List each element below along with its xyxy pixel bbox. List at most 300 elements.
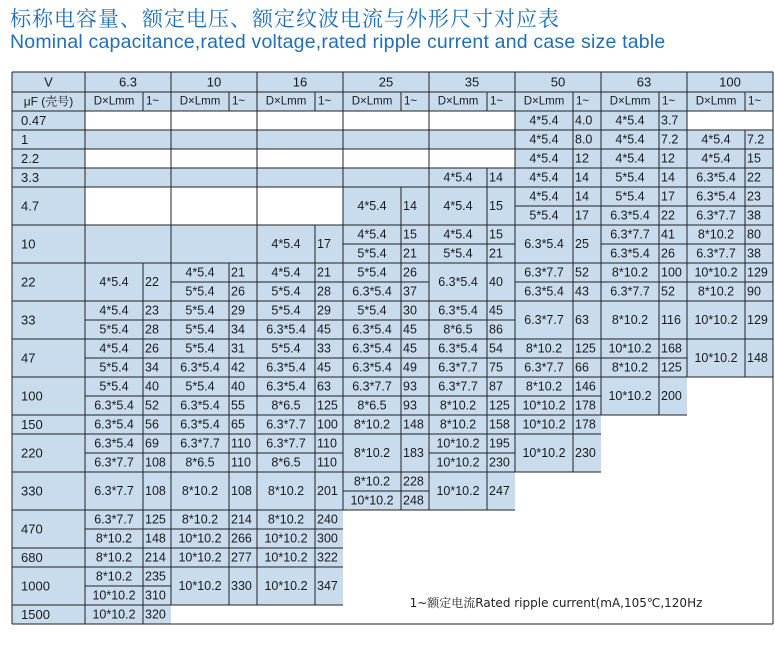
case-size-value: 4*5.4 [615,113,645,128]
ripple-current-value: 22 [145,275,159,289]
ripple-current-value: 148 [403,417,424,432]
ripple-current-value: 22 [747,170,761,185]
case-size-value: 10*10.2 [694,351,738,365]
capacitance-value: 3.3 [21,170,40,185]
ripple-current-value: 55 [231,398,245,413]
case-size-value: 6.3*5.4 [352,360,392,375]
ripple-current-value: 28 [317,284,331,299]
ripple-current-value: 86 [489,322,503,337]
case-size-value: 10*10.2 [436,455,480,470]
case-size-value: 5*5.4 [443,246,473,261]
case-size-value: 5*5.4 [99,379,129,394]
ripple-current-value: 29 [317,303,331,318]
header-size-label: D×Lmm [695,95,737,108]
case-size-value: 6.3*5.4 [266,379,306,394]
ripple-current-value: 23 [747,189,761,204]
header-voltage-value: 50 [550,74,566,90]
ripple-current-value: 125 [489,398,510,413]
ripple-current-value: 8.0 [575,132,593,147]
data-cell-bg [257,149,343,168]
data-cell-bg [687,377,773,415]
capacitance-value: 330 [21,483,43,499]
header-ripple-label: 1~ [662,95,676,108]
case-size-value: 6.3*7.7 [266,436,306,451]
ripple-current-value: 108 [145,455,166,470]
ripple-current-value: 7.2 [747,132,765,147]
ripple-current-value: 178 [575,398,596,413]
ripple-current-value: 230 [575,446,596,460]
header-voltage-value: 63 [636,74,652,90]
ripple-current-value: 21 [489,246,503,261]
ripple-current-value: 228 [403,474,424,489]
case-size-value: 10*10.2 [436,484,480,498]
ripple-current-value: 110 [317,455,337,470]
ripple-current-value: 7.2 [661,132,679,147]
case-size-value: 8*6.5 [185,455,215,470]
ripple-current-value: 14 [489,170,503,185]
ripple-current-value: 40 [145,379,159,394]
header-voltage-value: 35 [464,74,480,90]
case-size-value: 6.3*7.7 [180,436,220,451]
case-size-value: 6.3*5.4 [266,360,306,375]
data-cell-bg [687,472,773,510]
ripple-current-value: 100 [317,417,338,432]
case-size-value: 10*10.2 [92,588,136,603]
ripple-current-value: 110 [317,436,337,451]
case-size-value: 5*5.4 [615,170,645,185]
case-size-value: 8*10.2 [697,284,735,299]
capacitance-column-background [12,111,85,624]
ripple-current-value: 125 [317,398,338,413]
case-size-value: 10*10.2 [522,398,566,413]
data-cell-bg [515,548,601,567]
case-size-value: 6.3*5.4 [352,341,392,356]
page-title-chinese: 标称电容量、额定电压、额定纹波电流与外形尺寸对应表 [10,7,560,31]
capacitance-value: 1000 [21,578,50,594]
page-title-english: Nominal capacitance,rated voltage,rated ripple current and case size table [10,31,666,53]
ripple-current-value: 148 [145,531,166,546]
ripple-current-value: 15 [747,151,761,166]
case-size-value: 8*10.2 [439,417,477,432]
capacitance-value: 470 [21,521,43,537]
ripple-current-value: 330 [231,579,252,593]
ripple-current-value: 183 [403,446,424,460]
case-size-value: 10*10.2 [264,531,308,546]
case-size-value: 4*5.4 [271,265,301,280]
data-cell-bg [601,434,687,472]
ripple-current-value: 80 [747,227,761,242]
case-size-value: 4*5.4 [99,275,129,289]
case-size-value: 6.3*5.4 [696,189,736,204]
ripple-current-value: 277 [231,550,252,565]
ripple-current-value: 14 [403,199,417,213]
case-size-value: 6.3*5.4 [610,208,650,223]
ripple-current-value: 25 [575,237,589,251]
case-size-value: 4*5.4 [529,132,559,147]
ripple-current-value: 214 [231,512,252,527]
case-size-value: 8*10.2 [181,512,219,527]
data-cell-bg [687,510,773,548]
case-size-value: 4*5.4 [615,151,645,166]
capacitance-value: 0.47 [21,113,47,128]
ripple-current-value: 125 [575,341,596,356]
ripple-current-value: 90 [747,284,761,299]
data-cell-bg [515,510,601,548]
header-size-label: D×Lmm [609,95,651,108]
data-cell-bg [343,149,429,168]
case-size-value: 6.3*5.4 [610,246,650,261]
case-size-value: 5*5.4 [615,189,645,204]
ripple-current-value: 45 [403,322,417,337]
header-ripple-label: 1~ [748,95,762,108]
ripple-current-value: 45 [317,322,331,337]
case-size-value: 5*5.4 [529,208,559,223]
case-size-value: 6.3*5.4 [438,341,478,356]
ripple-current-value: 108 [231,484,252,498]
case-size-value: 6.3*7.7 [524,360,564,375]
data-cell-bg [85,187,171,225]
ripple-current-value: 146 [575,379,596,394]
ripple-current-value: 34 [231,322,245,337]
case-size-value: 10*10.2 [350,493,394,508]
case-size-value: 8*10.2 [95,550,133,565]
capacitance-value: 1 [21,132,29,147]
ripple-current-value: 15 [489,199,503,213]
data-cell-bg [257,111,343,130]
data-cell-bg [171,111,257,130]
case-size-value: 5*5.4 [271,284,301,299]
case-size-value: 5*5.4 [185,379,215,394]
case-size-value: 8*10.2 [95,569,133,584]
case-size-value: 8*6.5 [357,398,387,413]
capacitance-value: 680 [21,550,43,565]
header-voltage-value: 10 [206,74,222,90]
case-size-value: 8*10.2 [611,360,649,375]
data-cell-bg [687,434,773,472]
ripple-current-value: 12 [575,151,589,166]
case-size-value: 6.3*7.7 [438,360,478,375]
ripple-current-value: 93 [403,398,417,413]
case-size-value: 8*6.5 [271,398,301,413]
ripple-current-value: 195 [489,436,510,451]
data-cell-bg [429,149,515,168]
data-cell-bg [257,130,343,149]
ripple-current-value: 347 [317,579,338,593]
data-cell-bg [687,548,773,567]
ripple-current-value: 52 [575,265,589,280]
header-voltage-value: 25 [378,74,394,90]
case-size-value: 4*5.4 [443,227,473,242]
ripple-current-value: 201 [317,484,338,498]
case-size-value: 5*5.4 [185,341,215,356]
ripple-current-value: 310 [145,588,166,603]
ripple-current-value: 93 [403,379,417,394]
case-size-value: 6.3*7.7 [610,284,650,299]
ripple-current-value: 129 [747,265,768,280]
data-cell-bg [85,149,171,168]
data-cell-bg [257,168,343,187]
ripple-current-value: 45 [489,303,503,318]
capacitance-value: 150 [21,417,43,432]
case-size-value: 4*5.4 [357,227,387,242]
case-size-value: 10*10.2 [694,265,738,280]
ripple-current-value: 40 [231,379,245,394]
ripple-current-value: 320 [145,607,166,622]
case-size-value: 6.3*7.7 [352,379,392,394]
case-size-value: 6.3*5.4 [696,170,736,185]
case-size-value: 4*5.4 [529,113,559,128]
case-size-value: 8*10.2 [353,446,391,460]
ripple-current-value: 129 [747,313,768,327]
ripple-current-value: 38 [747,246,761,261]
case-size-value: 8*10.2 [267,512,305,527]
case-size-value: 8*10.2 [697,227,735,242]
case-size-value: 6.3*5.4 [94,436,134,451]
capacitance-value: 220 [21,445,43,461]
ripple-current-value: 75 [489,360,503,375]
ripple-current-value: 65 [231,417,245,432]
capacitance-value: 100 [21,388,43,404]
ripple-current-value: 240 [317,512,338,527]
case-size-value: 6.3*7.7 [524,313,564,327]
ripple-current-value: 300 [317,531,338,546]
ripple-current-value: 26 [661,246,675,261]
case-size-value: 4*5.4 [701,151,731,166]
case-size-value: 10*10.2 [436,436,480,451]
case-size-value: 8*10.2 [353,417,391,432]
data-cell-bg [171,149,257,168]
header-ripple-label: 1~ [232,95,246,108]
ripple-current-value: 100 [661,265,682,280]
case-size-value: 6.3*7.7 [94,455,134,470]
data-cell-bg [687,111,773,130]
data-cell-bg [429,548,515,567]
case-size-value: 4*5.4 [271,237,301,251]
ripple-current-value: 54 [489,341,503,356]
case-size-value: 8*10.2 [611,313,649,327]
ripple-current-value: 21 [231,265,245,280]
ripple-current-value: 21 [403,246,417,261]
ripple-current-value: 14 [661,170,675,185]
header-size-label: D×Lmm [351,95,393,108]
header-size-label: D×Lmm [265,95,307,108]
data-cell-bg [171,187,257,225]
data-cell-bg [171,605,257,624]
ripple-current-value: 247 [489,484,510,498]
ripple-current-value: 26 [145,341,159,356]
data-cell-bg [343,510,429,548]
ripple-current-value: 22 [661,208,675,223]
case-size-value: 6.3*5.4 [266,322,306,337]
ripple-current-value: 266 [231,531,252,546]
ripple-current-value: 125 [145,512,166,527]
case-size-value: 8*6.5 [271,455,301,470]
case-size-value: 6.3*5.4 [180,360,220,375]
ripple-current-value: 45 [317,360,331,375]
data-cell-bg [171,168,257,187]
data-cell-bg [85,130,171,149]
case-size-value: 6.3*7.7 [438,379,478,394]
case-size-value: 4*5.4 [701,132,731,147]
ripple-current-value: 43 [575,284,589,299]
data-cell-bg [429,510,515,548]
ripple-current-value: 63 [575,313,589,327]
case-size-value: 6.3*5.4 [94,417,134,432]
data-cell-bg [601,510,687,548]
data-cell-bg [687,415,773,434]
ripple-current-value: 230 [489,455,510,470]
case-size-value: 10*10.2 [522,417,566,432]
ripple-current-value: 28 [145,322,159,337]
ripple-current-value: 168 [661,341,682,356]
case-size-value: 8*10.2 [267,484,305,498]
data-cell-bg [85,111,171,130]
ripple-current-value: 30 [403,303,417,318]
capacitance-value: 1500 [21,607,50,622]
case-size-value: 10*10.2 [264,550,308,565]
ripple-current-value: 108 [145,484,166,498]
ripple-current-value: 41 [661,227,675,242]
case-size-value: 5*5.4 [357,303,387,318]
case-size-value: 6.3*5.4 [438,275,478,289]
ripple-current-value: 235 [145,569,166,584]
ripple-current-value: 40 [489,275,503,289]
data-cell-bg [343,130,429,149]
header-voltage-label: V [44,74,53,90]
case-size-value: 4*5.4 [615,132,645,147]
ripple-current-value: 248 [403,493,424,508]
ripple-current-value: 17 [317,237,331,251]
case-size-value: 6.3*5.4 [180,417,220,432]
data-cell-bg [343,168,429,187]
data-cell-bg [85,168,171,187]
data-cell-bg [257,187,343,225]
ripple-current-value: 158 [489,417,510,432]
ripple-current-value: 66 [575,360,589,375]
ripple-current-value: 15 [489,227,503,242]
case-size-value: 8*6.5 [443,322,473,337]
ripple-current-value: 178 [575,417,596,432]
case-size-value: 6.3*5.4 [524,284,564,299]
ripple-current-value: 12 [661,151,675,166]
ripple-current-value: 116 [661,313,681,327]
case-size-value: 6.3*7.7 [610,227,650,242]
case-size-value: 6.3*5.4 [352,284,392,299]
header-capacitance-label: μF (壳号) [23,94,74,109]
data-cell-bg [601,548,687,567]
case-size-value: 6.3*7.7 [266,417,306,432]
header-size-label: D×Lmm [523,95,565,108]
capacitance-value: 2.2 [21,151,40,166]
case-size-value: 6.3*5.4 [180,398,220,413]
capacitance-value: 4.7 [21,198,40,214]
header-ripple-label: 1~ [318,95,332,108]
case-size-value: 5*5.4 [185,322,215,337]
case-size-value: 6.3*5.4 [94,398,134,413]
ripple-current-note: 1~额定电流Rated ripple current(mA,105℃,120Hz [409,596,703,610]
case-size-value: 4*5.4 [529,151,559,166]
header-size-label: D×Lmm [179,95,221,108]
header-ripple-label: 1~ [404,95,418,108]
case-size-value: 6.3*7.7 [696,246,736,261]
ripple-current-value: 49 [403,360,417,375]
case-size-value: 4*5.4 [529,170,559,185]
case-size-value: 4*5.4 [99,341,129,356]
data-cell-bg [601,472,687,510]
ripple-current-value: 21 [317,265,331,280]
data-cell-bg [171,130,257,149]
case-size-value: 10*10.2 [178,550,222,565]
header-voltage-value: 100 [719,74,741,90]
case-size-value: 4*5.4 [357,199,387,213]
ripple-current-value: 17 [575,208,589,223]
data-cell-bg [601,415,687,434]
ripple-current-value: 63 [317,379,331,394]
case-size-value: 8*10.2 [525,379,563,394]
case-size-value: 6.3*7.7 [94,512,134,527]
case-size-value: 4*5.4 [529,189,559,204]
case-size-value: 8*10.2 [611,265,649,280]
ripple-current-value: 38 [747,208,761,223]
case-size-value: 10*10.2 [522,446,566,460]
ripple-current-value: 4.0 [575,113,593,128]
data-cell-bg [257,605,343,624]
ripple-current-value: 17 [661,189,675,204]
case-size-value: 10*10.2 [264,579,308,593]
ripple-current-value: 31 [231,341,245,356]
data-cell-bg [429,111,515,130]
data-cell-bg [343,548,429,567]
ripple-current-value: 322 [317,550,338,565]
ripple-current-value: 214 [145,550,166,565]
case-size-value: 5*5.4 [185,284,215,299]
case-size-value: 4*5.4 [443,199,473,213]
capacitance-value: 10 [21,236,36,252]
header-size-label: D×Lmm [437,95,479,108]
ripple-current-value: 110 [231,455,251,470]
ripple-current-value: 33 [317,341,331,356]
ripple-current-value: 200 [661,389,682,403]
ripple-current-value: 26 [403,265,417,280]
header-ripple-label: 1~ [576,95,590,108]
capacitance-value: 33 [21,312,36,328]
ripple-current-value: 52 [661,284,675,299]
case-size-value: 10*10.2 [92,607,136,622]
case-size-value: 5*5.4 [185,303,215,318]
case-size-value: 5*5.4 [357,246,387,261]
ripple-current-value: 3.7 [661,113,679,128]
data-cell-bg [429,130,515,149]
data-cell-bg [171,225,257,263]
case-size-value: 6.3*5.4 [438,303,478,318]
ripple-current-value: 87 [489,379,503,394]
data-cell-bg [85,225,171,263]
data-cell-bg [515,472,601,510]
case-size-value: 6.3*7.7 [94,484,134,498]
case-size-value: 6.3*5.4 [352,322,392,337]
ripple-current-value: 14 [575,189,589,204]
case-size-value: 10*10.2 [608,341,652,356]
ripple-current-value: 26 [231,284,245,299]
header-voltage-value: 16 [292,74,308,90]
header-ripple-label: 1~ [146,95,160,108]
ripple-current-value: 69 [145,436,159,451]
case-size-value: 6.3*7.7 [696,208,736,223]
ripple-current-value: 45 [403,341,417,356]
case-size-value: 5*5.4 [99,360,129,375]
ripple-current-value: 42 [231,360,245,375]
case-size-value: 5*5.4 [357,265,387,280]
